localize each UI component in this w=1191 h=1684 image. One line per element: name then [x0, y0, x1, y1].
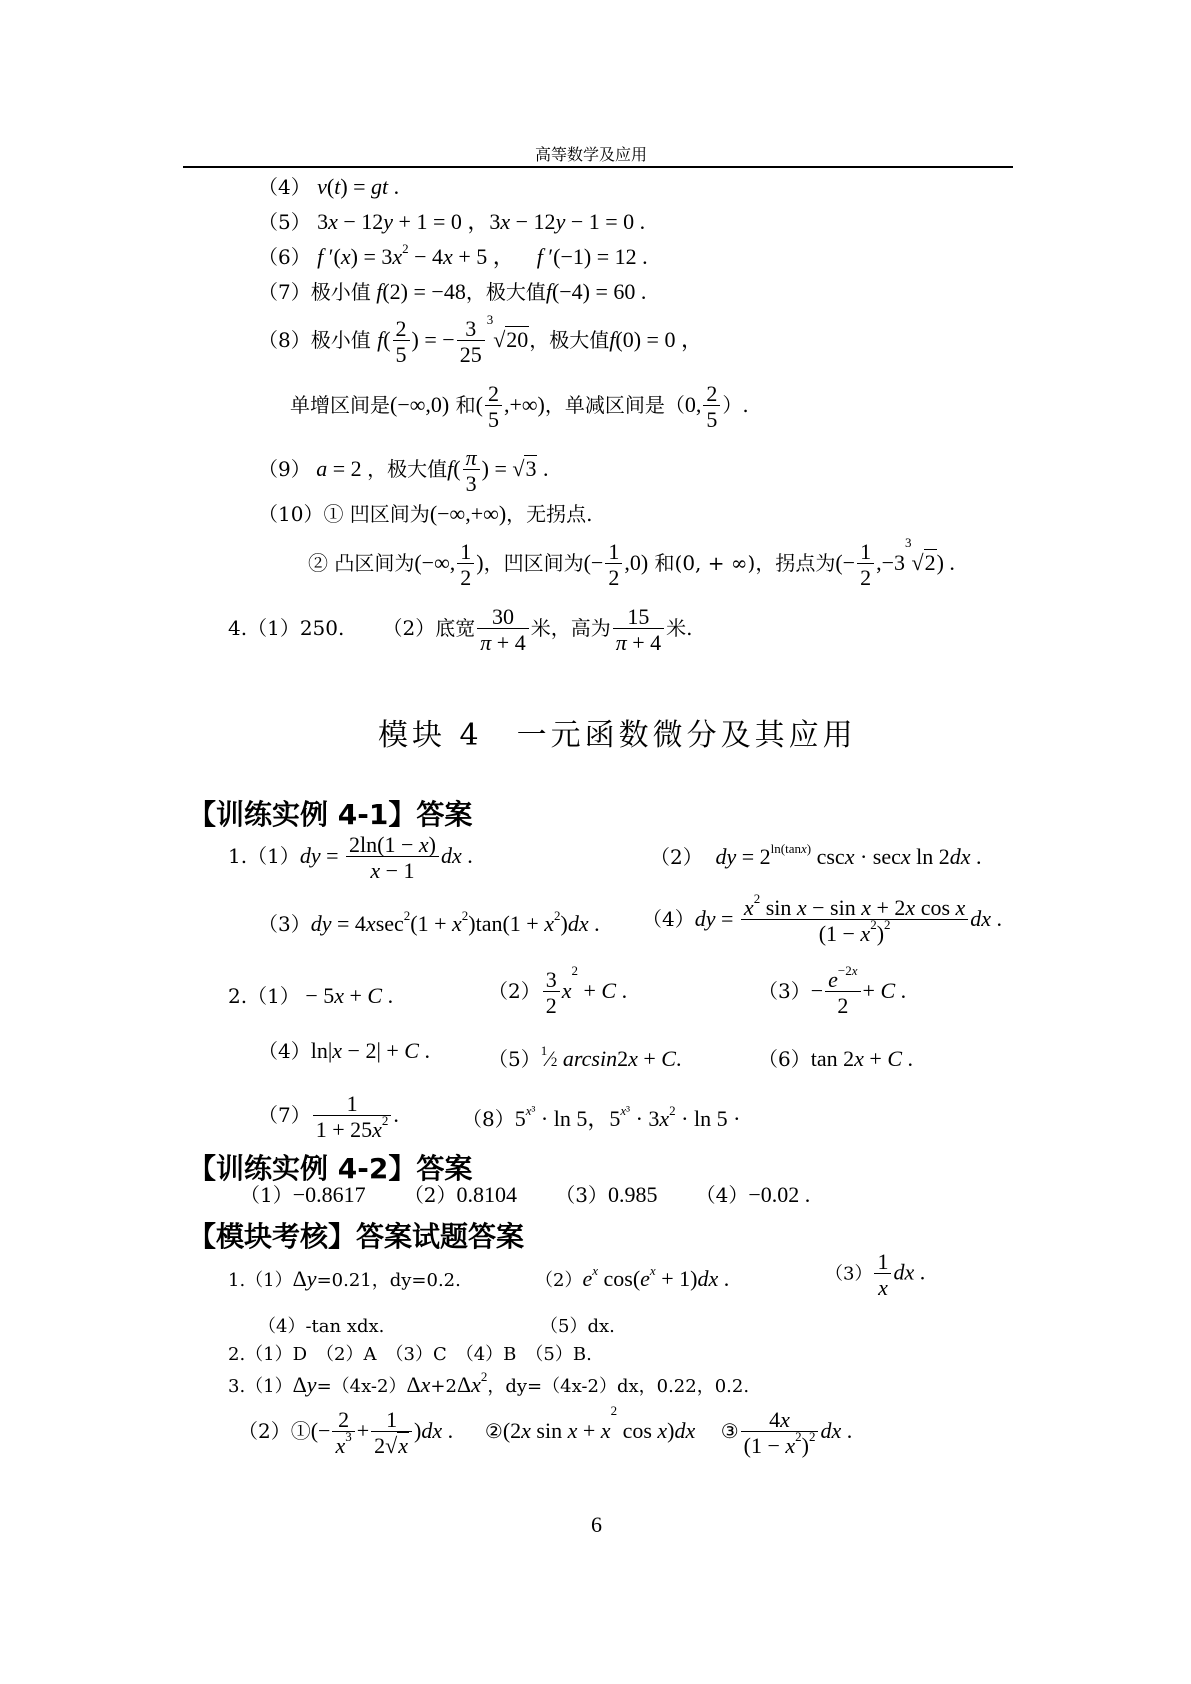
section-heading-4-2: 【训练实例 4-2】答案	[188, 1152, 473, 1185]
section-heading-4-1: 【训练实例 4-1】答案	[188, 798, 473, 831]
section-heading-exam: 【模块考核】答案试题答案	[188, 1220, 525, 1253]
exam-1-4: （4）-tan xdx.	[258, 1316, 385, 1337]
answer-4-1-2-4: （4）ln|x − 2| + C .	[258, 1038, 430, 1063]
exam-1-1: 1.（1）Δy=0.21，dy=0.2.	[228, 1266, 461, 1291]
header-rule	[183, 166, 1013, 168]
answer-item-8: （8）极小值 f( $\frac{2}{5}$ ) = − $\frac{3}{25}$ $^3$√20，极大值f(0) = 0 ，	[258, 312, 703, 368]
answer-4-1-2-5: $(5)^1⁄2$ arcsin2x + C.	[488, 1043, 682, 1071]
running-header: 高等数学及应用	[535, 145, 648, 164]
answer-4-1-2-2: （2） $\frac{3}{2}$ $x^2 + C$ .	[488, 963, 628, 1019]
answer-item-7: （7）极小值 f(2) = −48，极大值f(−4) = 60 .	[258, 279, 647, 304]
page-number: 6	[591, 1512, 602, 1537]
answer-4-1-1-4: （4）dy = $\frac{x^2 \sin x - \sin x + 2x \cos x}{(1 - x^2)^2}$ dx .	[642, 891, 1003, 947]
answer-item-9: （9） a = 2 ，极大值f( $\frac{\pi}{3}$ ) = √3 .	[258, 445, 549, 497]
exam-1-3: （3） $\frac{1}{x}$ dx .	[825, 1249, 926, 1301]
answer-item-4: （4） v(t) = gt .	[258, 174, 400, 199]
answers-4-2: （1）−0.8617 （2）0.8104 （3）0.985 （4）−0.02 .	[240, 1182, 811, 1207]
answer-4-1-2-1: 2.（1） − 5x + C .	[228, 983, 394, 1008]
answer-item-8-intervals: 单增区间是(−∞,0) 和( $\frac{2}{5}$ ,+∞)，单减区间是（0, $\frac{2}{5}$ ）.	[290, 381, 749, 433]
exam-2: 2.（1）D （2）A （3）C （4）B （5）B.	[228, 1344, 592, 1365]
answer-4-1-2-6: （6）tan 2x + C .	[758, 1046, 913, 1071]
exam-1-2: $(2)e^x$ $\cos(e^x + 1)dx$ .	[535, 1263, 730, 1291]
answer-4-1-1-3: $(3)dy = 4xsec^2(1 + x^2)\tan(1 + x^2)dx$ .	[258, 908, 600, 936]
exam-3-1: $3.(1)\Delta y=(4x-2)\Delta x+2\Delta x^2$，dy=（4x-2）dx，0.22，0.2.	[228, 1369, 750, 1397]
answer-4-1-2-8: $(8)5^{x^3} \cdot \ln 5$，$5^{x^3} \cdot 3x^2 \cdot \ln 5$ ·	[462, 1103, 741, 1131]
answer-4-1-1-2: （2） dy = $2^{ln(tanx)}$ cscx · secx ln 2dx .	[650, 841, 982, 869]
module-title: 模块 4 一元函数微分及其应用	[378, 718, 857, 753]
answer-item-10: （10）① 凹区间为(−∞,+∞)，无拐点.	[258, 501, 593, 526]
answer-item-5: （5） 3x − 12y + 1 = 0 ，3x − 12y − 1 = 0 .	[258, 209, 646, 234]
answer-4-1-1-1: 1.（1）dy = $\frac{2\ln(1 - x)}{x - 1}$ dx .	[228, 832, 473, 884]
exam-1-5: （5）dx.	[540, 1316, 615, 1337]
answer-4-1-2-3: （3）− $\frac{e^{-2x}}{2}$ + C .	[758, 963, 907, 1019]
answer-4-1-2-7: （7） $\frac{1}{1 + 25x^2}$ .	[258, 1091, 399, 1143]
answer-item-6: （6） f $'(x) = 3x^2 - 4x + 5$ ， f ′(−1) = 12 .	[258, 241, 648, 269]
answer-item-10-part2: ② 凸区间为(−∞, $\frac{1}{2}$ )，凹区间为(− $\frac{1}{2}$ ,0) 和(0, + ∞)，拐点为(− $\frac{1}{2}$ $,-3^3√2$) .	[308, 535, 955, 591]
answer-item-q4: 4.（1）250. （2）底宽 $\frac{30}{\pi + 4}$ 米，高为 $\frac{15}{\pi + 4}$ 米.	[228, 604, 693, 656]
exam-3-2: （2）①(− $\frac{2}{x^3}$ + $\frac{1}{2√x}$ )dx . ②(2x $\sin x + x^2$ cos x)dx ③ $\frac{4x}{(1 - x^2)^2}$ dx .	[238, 1403, 853, 1459]
